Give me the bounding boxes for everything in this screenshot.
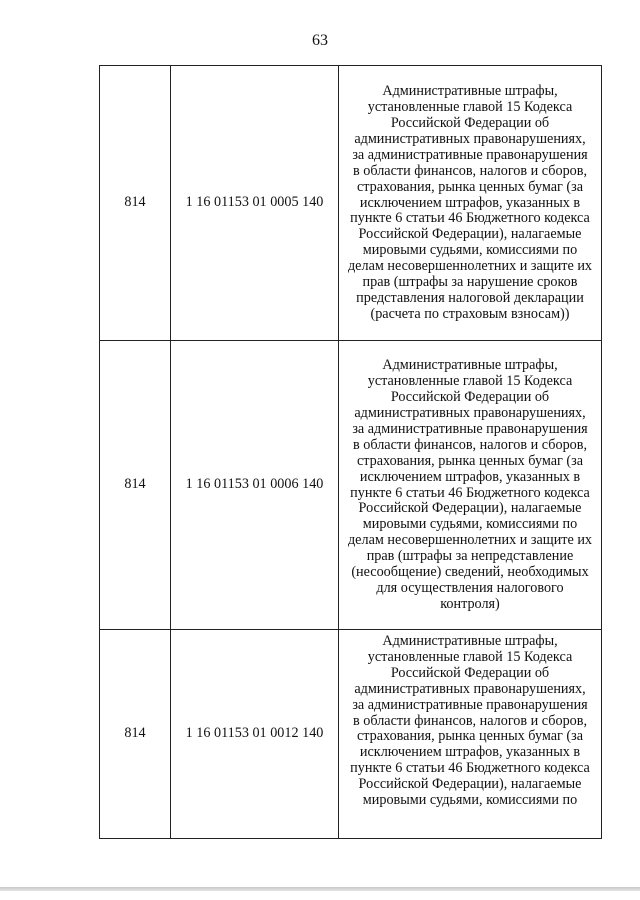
description-line: исключением штрафов, указанных в: [359, 744, 581, 761]
description-line: установленные главой 15 Кодекса: [367, 648, 573, 665]
description-line: за административные правонарушения: [352, 146, 588, 163]
description-line: Российской Федерации об: [390, 115, 550, 132]
admin-code-cell: 814: [100, 630, 171, 839]
description-line: административных правонарушениях,: [354, 130, 586, 147]
description-line: за административные правонарушения: [352, 420, 588, 437]
description-cell: [339, 341, 602, 630]
description-line: Административные штрафы,: [382, 83, 558, 100]
table-row: [100, 630, 602, 839]
description-line: мировыми судьями, комиссиями по: [362, 242, 578, 259]
description-line: страхования, рынка ценных бумаг (за: [356, 452, 584, 469]
kbk-code-cell: 1 16 01153 01 0005 140: [171, 66, 339, 341]
description-line: прав (штрафы за нарушение сроков: [362, 274, 578, 291]
description-line: Административные штрафы,: [382, 633, 558, 649]
description-line: прав (штрафы за непредставление: [366, 548, 574, 565]
description-line: страхования, рынка ценных бумаг (за: [356, 728, 584, 745]
description-line: Российской Федерации), налагаемые: [358, 776, 582, 793]
description-line: исключением штрафов, указанных в: [359, 468, 581, 485]
admin-code-cell: 814: [100, 66, 171, 341]
admin-code-cell: 814: [100, 341, 171, 630]
description-line: мировыми судьями, комиссиями по: [362, 792, 578, 809]
description-line: установленные главой 15 Кодекса: [367, 99, 573, 116]
page-number: 63: [312, 32, 328, 49]
description-line: исключением штрафов, указанных в: [359, 194, 581, 211]
budget-classification-table: [99, 65, 602, 839]
description-line: (несообщение) сведений, необходимых: [351, 564, 589, 581]
kbk-code-cell: 1 16 01153 01 0006 140: [171, 341, 339, 630]
table-row: [100, 66, 602, 341]
description-line: страхования, рынка ценных бумаг (за: [356, 178, 584, 195]
description-line: пункте 6 статьи 46 Бюджетного кодекса: [350, 484, 590, 501]
description-line: за административные правонарушения: [352, 696, 588, 713]
description-line: Российской Федерации об: [390, 664, 550, 681]
description-line: в области финансов, налогов и сборов,: [352, 712, 588, 729]
description-line: делам несовершеннолетних и защите их: [347, 532, 593, 549]
description-line: административных правонарушениях,: [354, 404, 586, 421]
kbk-code-cell: 1 16 01153 01 0012 140: [171, 630, 339, 839]
description-line: Административные штрафы,: [382, 357, 558, 374]
description-line: Российской Федерации об: [390, 389, 550, 406]
table-row: [100, 341, 602, 630]
description-line: делам несовершеннолетних и защите их: [347, 258, 593, 275]
description-line: (расчета по страховым взносам)): [370, 305, 570, 322]
description-line: пункте 6 статьи 46 Бюджетного кодекса: [350, 760, 590, 777]
description-cell: [339, 630, 602, 839]
description-line: мировыми судьями, комиссиями по: [362, 516, 578, 533]
description-line: в области финансов, налогов и сборов,: [352, 436, 588, 453]
description-cell: [339, 66, 602, 341]
description-line: в области финансов, налогов и сборов,: [352, 162, 588, 179]
description-line: Российской Федерации), налагаемые: [358, 226, 582, 243]
description-line: пункте 6 статьи 46 Бюджетного кодекса: [350, 210, 590, 227]
description-line: административных правонарушениях,: [354, 680, 586, 697]
description-line: Российской Федерации), налагаемые: [358, 500, 582, 517]
description-line: контроля): [440, 595, 500, 612]
description-line: для осуществления налогового: [376, 579, 564, 596]
description-line: установленные главой 15 Кодекса: [367, 373, 573, 390]
description-line: представления налоговой декларации: [356, 289, 584, 306]
scan-edge-divider: [0, 887, 640, 891]
